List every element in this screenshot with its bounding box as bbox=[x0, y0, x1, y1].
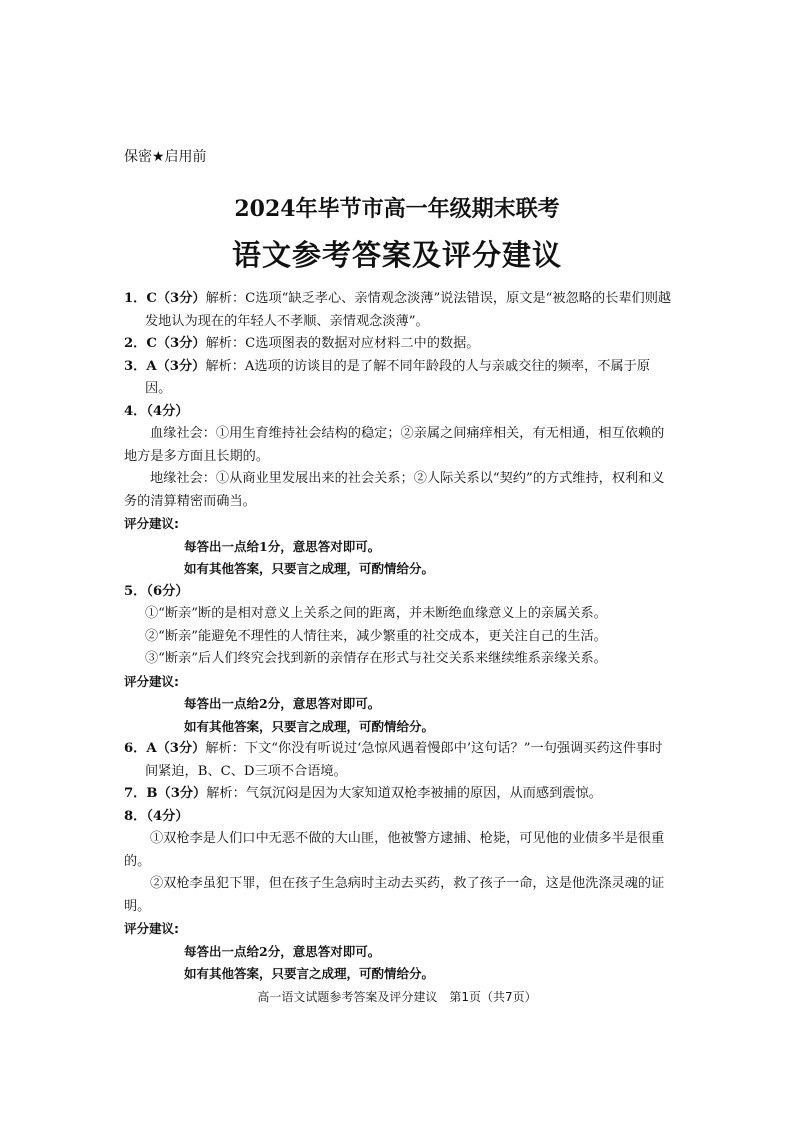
question-7 bbox=[124, 783, 672, 806]
scoring-label: 评分建议: bbox=[124, 516, 179, 531]
answer-content bbox=[124, 288, 672, 986]
scoring-label: 评分建议: bbox=[124, 921, 179, 936]
question-7-explanation: 解析：气氛沉闷是因为大家知道双枪李被捕的原因，从而感到震惊。 bbox=[206, 786, 602, 801]
question-8-number: 8．（4分） bbox=[124, 808, 189, 824]
question-6-number: 6．A（3分） bbox=[124, 741, 206, 756]
question-4-answer-2: 地缘社会：①从商业里发展出来的社会关系；②人际关系以“契约”的方式维持，权利和义务的清算精密而确当。 bbox=[124, 471, 665, 509]
question-7-number: 7．B（3分） bbox=[124, 786, 207, 801]
document-subtitle: 语文参考答案及评分建议 bbox=[231, 238, 562, 272]
question-5-number: 5．（6分） bbox=[124, 583, 189, 599]
question-8-answer-1: ①双枪李是人们口中无恶不做的大山匪，他被警方逮捕、枪毙，可见他的业债多半是很重的。 bbox=[124, 831, 665, 869]
confidential-label: 保密★启用前 bbox=[124, 149, 207, 165]
question-3-explanation: 解析：A选项的访谈目的是了解不同年龄段的人与亲戚交往的频率，不属于原因。 bbox=[145, 358, 651, 396]
scoring-other-rule: 如有其他答案，只要言之成理，可酌情给分。 bbox=[184, 966, 435, 981]
scoring-point-rule: 每答出一点给1分，意思答对即可。 bbox=[184, 538, 381, 554]
question-4-number: 4．（4分） bbox=[124, 403, 189, 419]
question-1 bbox=[124, 288, 672, 333]
question-5-answer-2: ②“断亲”能避免不理性的人情往来，减少繁重的社交成本，更关注自己的生活。 bbox=[145, 628, 607, 644]
question-8-answer-2: ②双枪李虽犯下罪，但在孩子生急病时主动去买药，救了孩子一命，这是他洗涤灵魂的证明。 bbox=[124, 876, 665, 914]
question-5-answer-3: ③“断亲”后人们终究会找到新的亲情存在形式与社交关系来继续维系亲缘关系。 bbox=[145, 651, 607, 666]
scoring-point-rule: 每答出一点给2分，意思答对即可。 bbox=[184, 696, 381, 711]
scoring-point-rule: 每答出一点给2分，意思答对即可。 bbox=[184, 943, 381, 959]
scoring-other-rule: 如有其他答案，只要言之成理，可酌情给分。 bbox=[184, 718, 435, 734]
question-2-explanation: 解析：C选项图表的数据对应材料二中的数据。 bbox=[205, 336, 480, 351]
question-4-answer-1: 血缘社会：①用生育维持社会结构的稳定；②亲属之间痛痒相关，有无相通，相互依赖的地方是多方面且长期的。 bbox=[124, 426, 665, 464]
question-1-explanation: 解析：C选项“缺乏孝心、亲情观念淡薄”说法错误，原文是“被忽略的长辈们则越发地认为现在的年轻人不孝顺、亲情观念淡薄”。 bbox=[145, 291, 672, 329]
scoring-other-rule: 如有其他答案，只要言之成理，可酌情给分。 bbox=[184, 561, 435, 576]
question-1-number: 1．C（3分） bbox=[124, 291, 206, 306]
question-3 bbox=[124, 356, 672, 401]
exam-title: 2024年毕节市高一年级期末联考 bbox=[234, 196, 560, 222]
question-2 bbox=[124, 333, 672, 356]
scoring-label: 评分建议: bbox=[124, 673, 179, 689]
page-footer: 高一语文试题参考答案及评分建议 第1页（共7页） bbox=[257, 990, 537, 1004]
question-6-explanation: 解析：下文“你没有听说过‘急惊风遇着慢郎中’这句话？”一句强调买药这件事时间紧迫，B、C、D三项不合语境。 bbox=[145, 741, 663, 779]
question-5-answer-1: ①“断亲”断的是相对意义上关系之间的距离，并未断绝血缘意义上的亲属关系。 bbox=[145, 606, 607, 621]
question-2-number: 2．C（3分） bbox=[124, 336, 206, 351]
question-6 bbox=[124, 738, 672, 783]
question-3-number: 3．A（3分） bbox=[124, 358, 206, 374]
